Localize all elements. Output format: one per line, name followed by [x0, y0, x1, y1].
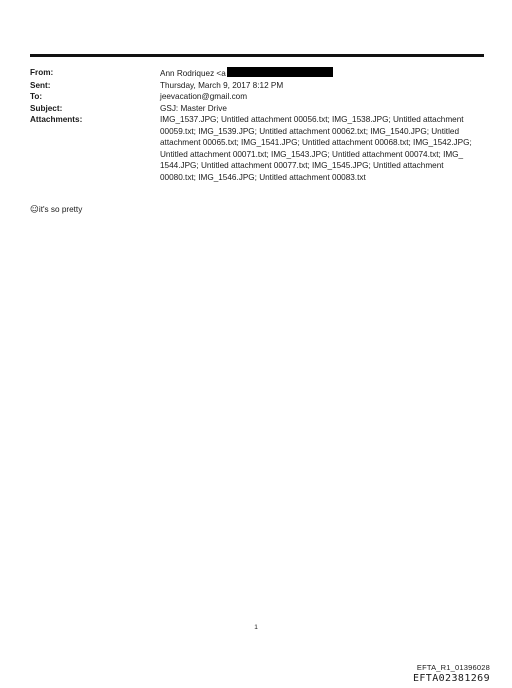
attachments-row: [30, 114, 484, 183]
subject-row: [30, 103, 484, 115]
sent-row: [30, 80, 484, 92]
to-value: jeevacation@gmail.com: [160, 92, 248, 101]
header-divider: [30, 54, 484, 57]
sent-label: Sent:: [30, 80, 51, 90]
redaction-bar: [227, 67, 333, 77]
body-message: it's so pretty: [38, 205, 83, 214]
email-body: [30, 204, 82, 216]
sent-value: Thursday, March 9, 2017 8:12 PM: [160, 80, 284, 90]
bates-number-large: EFTA02381269: [412, 673, 490, 684]
to-row: [30, 91, 484, 103]
page-number: 1: [254, 624, 258, 631]
to-label: To:: [30, 92, 43, 101]
subject-label: Subject:: [30, 103, 63, 113]
from-label: From:: [30, 68, 54, 77]
subject-value: GSJ: Master Drive: [160, 103, 227, 113]
from-value: [160, 67, 484, 80]
sender-name: Ann Rodriquez <a: [160, 69, 226, 78]
email-headers: [30, 67, 484, 183]
from-row: [30, 67, 484, 80]
bates-number-small: EFTA_R1_01396028: [416, 663, 490, 672]
attachments-label: Attachments:: [30, 115, 83, 124]
attachments-value: IMG_1537.JPG; Untitled attachment 00056.txt; IMG_1538.JPG; Untitled attachment 00059.txt; IMG_1539.JPG; Untitled attachment 00062.txt; IMG_1540.JPG; Untitled attachment 00065.txt; IMG_1541.JPG; Untitled attachment 00068.txt; IMG_1542.JPG; Untitled attachment 00071.txt; IMG_1543.JPG; Untitled attachment 00074.txt; IMG_ 1544.JPG; Untitled attachment 00077.txt; IMG_1545.JPG; Untitled attachment 00080.txt; IMG_1546.JPG; Untitled attachment 00083.txt: [160, 115, 472, 182]
smiley-icon: ☺: [30, 205, 39, 215]
